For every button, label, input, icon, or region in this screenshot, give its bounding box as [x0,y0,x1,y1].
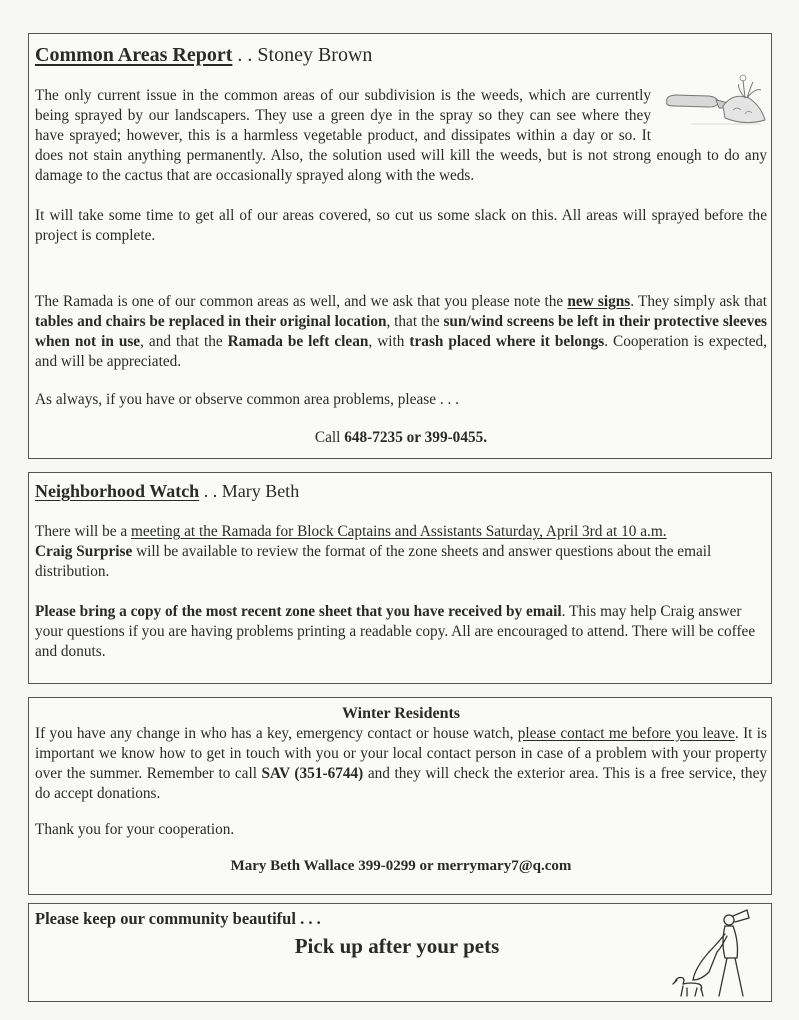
weeds-text: The only current issue in the common areas of our subdivision is the weeds, which are currently being sprayed by our landscapers. They use a green dye in the spray so they can see where they have sprayed; however, this is a harmless vegetable product, and dissipates within a day or so. It does not stain anything permanently. Also, the solution used will kill the weeds, but is not strong enough to do any damage to the cactus that are occasionally sprayed along with the weds. [35,87,767,184]
ramada-paragraph [35,292,767,372]
coverage-paragraph: It will take some time to get all of our areas covered, so cut us some slack on this. All areas will sprayed before the project is complete. [35,207,767,244]
contact-line: Mary Beth Wallace 399-0299 or merrymary7@q.com [230,858,572,874]
contact-me-text: please contact me before you leave [517,725,735,742]
person-walking-dog-icon [665,906,765,1000]
thank-you-text: Thank you for your cooperation. [35,821,235,838]
zone-sheet-request: Please bring a copy of the most recent zone sheet that you have received by email [35,603,562,620]
ramada-text-2: . They simply ask that [630,293,768,310]
neighborhood-watch-heading [35,479,767,503]
screens-rule: sun/wind screens be left in their protective sleeves when not in use [35,313,767,350]
pets-section [28,903,772,1002]
meeting-description: will be available to review the format of the zone sheets and answer questions about the email distribution. [35,543,712,580]
call-numbers: 648-7235 or 399-0455. [344,429,488,446]
zone-sheet-text: . This may help Craig answer your questions if you are having problems printing a readable copy. All are encouraged to attend. There will be coffee and donuts. [35,603,756,660]
weeds-paragraph [35,86,767,186]
new-signs-text: new signs [567,293,631,310]
winter-text-1: If you have any change in who has a key, emergency contact or house watch, [35,725,518,742]
ramada-text-5: , with [368,333,410,350]
section-author: Stoney Brown [257,44,373,66]
call-prefix: Call [314,429,345,446]
winter-residents-section [28,697,772,895]
presenter-name: Craig Surprise [35,543,133,560]
winter-text-2: . It is important we know how to get in touch with you or your local contact person in case of a problem with your property over the summer. Remember to call [35,725,767,782]
tables-chairs-rule: tables and chairs be replaced in their original location [35,313,387,330]
ramada-text-4: , and that the [140,333,228,350]
problems-paragraph: As always, if you have or observe common area problems, please . . . [35,391,459,408]
zone-sheet-paragraph [35,602,767,662]
call-line [35,428,767,448]
winter-residents-title: Winter Residents [341,705,461,722]
section-title: Common Areas Report [35,44,233,66]
pets-headline: Pick up after your pets [294,934,500,958]
clean-rule: Ramada be left clean [227,333,369,350]
meeting-intro: There will be a [35,523,131,540]
heading-separator: . . [199,481,222,501]
community-tagline: Please keep our community beautiful . . . [35,909,321,928]
neighborhood-watch-section [28,472,772,684]
meeting-paragraph [35,522,767,582]
section-title: Neighborhood Watch [35,481,200,501]
trash-rule: trash placed where it belongs [409,333,605,350]
meeting-details: meeting at the Ramada for Block Captains and Assistants Saturday, April 3rd at 10 a.m. [131,523,667,540]
heading-separator: . . [232,44,258,66]
winter-text-3: and they will check the exterior area. This is a free service, they do accept donations. [35,765,768,802]
ramada-text-6: . Cooperation is expected, and will be appreciated. [35,333,768,370]
sav-phone: SAV (351-6744) [261,765,364,782]
ramada-text-3: , that the [386,313,444,330]
garden-trowel-weed-icon [661,72,771,132]
common-areas-heading [35,42,767,68]
common-areas-report-section [28,33,772,459]
winter-residents-paragraph [35,724,767,804]
ramada-text-1: The Ramada is one of our common areas as well, and we ask that you please note the [35,293,568,310]
section-author: Mary Beth [221,481,300,501]
